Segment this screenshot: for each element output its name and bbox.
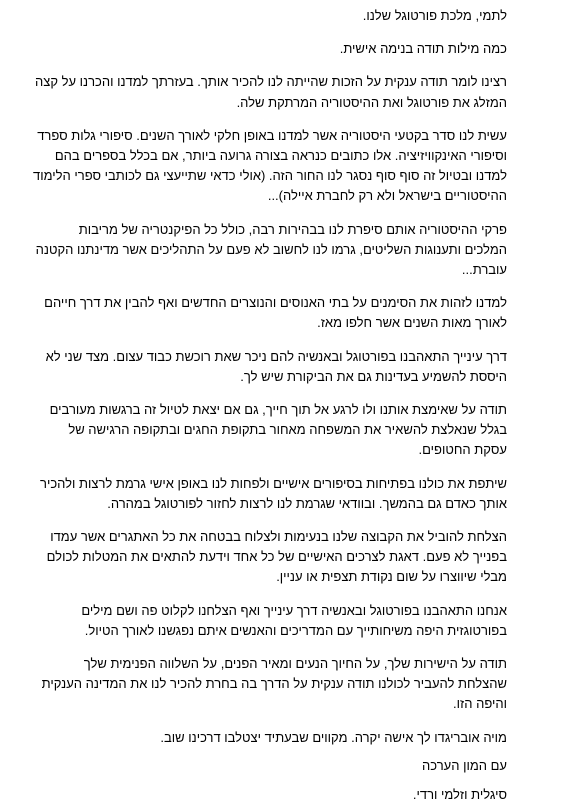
letter-closing: עם המון הערכה: [422, 757, 507, 773]
letter-paragraph: תודה על שאימצת אותנו ולו לרגע אל תוך חייך, גם אם יצאת לטיול זה ברגשות מעורבים בגלל שנאלצת להשאיר את המשפחה מאחור בתקופת החגים ובתקופה הרגישה של עסקת החטופים.: [49, 402, 507, 458]
letter-paragraph: רצינו לומר תודה ענקית על הזכות שהייתה לנו להכיר אותך. בעזרתך למדנו והכרנו על קצה המזלג את פורטוגל ואת ההיסטוריה המרתקת שלה.: [35, 74, 507, 110]
letter-paragraph: שיתפת את כולנו בפתיחות בסיפורים אישיים ולפחות לנו באופן אישי גרמת לרצות ולהכיר אותך כאדם גם בהמשך. ובוודאי שגרמת לנו לרצות לחזור לפורטוגל במהרה.: [40, 475, 507, 511]
letter-paragraph: למדנו לזהות את הסימנים על בתי האנוסים והנוצרים החדשים ואף להבין את דרך חייהם לאורך מאות השנים אשר חלפו מאז.: [44, 295, 507, 331]
letter-paragraph: כמה מילות תודה בנימה אישית.: [339, 41, 507, 57]
letter-paragraph: תודה על הישירות שלך, על החיוך הנעים ומאיר הפנים, על השלווה הפנימית שלך שהצלחת להעביר לכולנו תודה ענקית על הדרך בה בחרת להכיר לנו את המדינה הענקית והיפה הזו.: [41, 656, 507, 712]
letter-paragraph: מויה אובריגדו לך אישה יקרה. מקווים שבעתיד יצטלבו דרכינו שוב.: [160, 729, 507, 745]
letter-paragraph: פרקי ההיסטוריה אותם סיפרת לנו בבהירות רבה, כולל כל הפיקנטריה של מריבות המלכים ותענוגות השליטים, גרמו לנו לחשוב לא פעם על התהליכים אשר מדינתנו הקטנה עוברת...: [35, 221, 507, 278]
letter-greeting: לתמי, מלכת פורטוגל שלנו.: [362, 8, 507, 23]
letter-paragraph: דרך עינייך התאהבנו בפורטוגל ובאנשיה להם ניכר שאת רוכשת כבוד עצום. מצד שני לא היססת להשמיע בעדינות גם את הביקורת שיש לך.: [45, 348, 507, 384]
letter-paragraph: אנחנו התאהבנו בפורטוגל ובאנשיה דרך עינייך ואף הצלחנו לקלוט פה ושם מילים בפורטוגזית היפה משיחותייך עם המדריכים והאנשים איתם נפגשנו לאורך הטיול.: [81, 602, 507, 638]
letter-paragraph: עשית לנו סדר בקטעי היסטוריה אשר למדנו באופן חלקי לאורך השנים. סיפורי גלות ספרד וסיפורי האינקוויזיציה. אלו כתובים כנראה בצורה גרועה ביותר, אם בכלל בספרים בהם למדנו ובטיול זה סוף סוף נסגר לנו החור הזה. (אולי כדאי שתייעצי גם לכותבי ספרי הלימוד ההיסטוריים בישראל ולא רק לחברת איילה)...: [33, 127, 507, 204]
letter-signature: סיגלית וזלמי ורדי.: [412, 787, 507, 803]
letter-paragraph: הצלחת להוביל את הקבוצה שלנו בנעימות ולצלוח בבטחה את כל האתגרים אשר עמדו בפנייך לא פעם. דאגת לצרכים האישיים של כל אחד וידעת להתאים את המטלות לכולם מבלי שיווצרו על שום נקודת תצפית או עניין.: [46, 529, 507, 585]
